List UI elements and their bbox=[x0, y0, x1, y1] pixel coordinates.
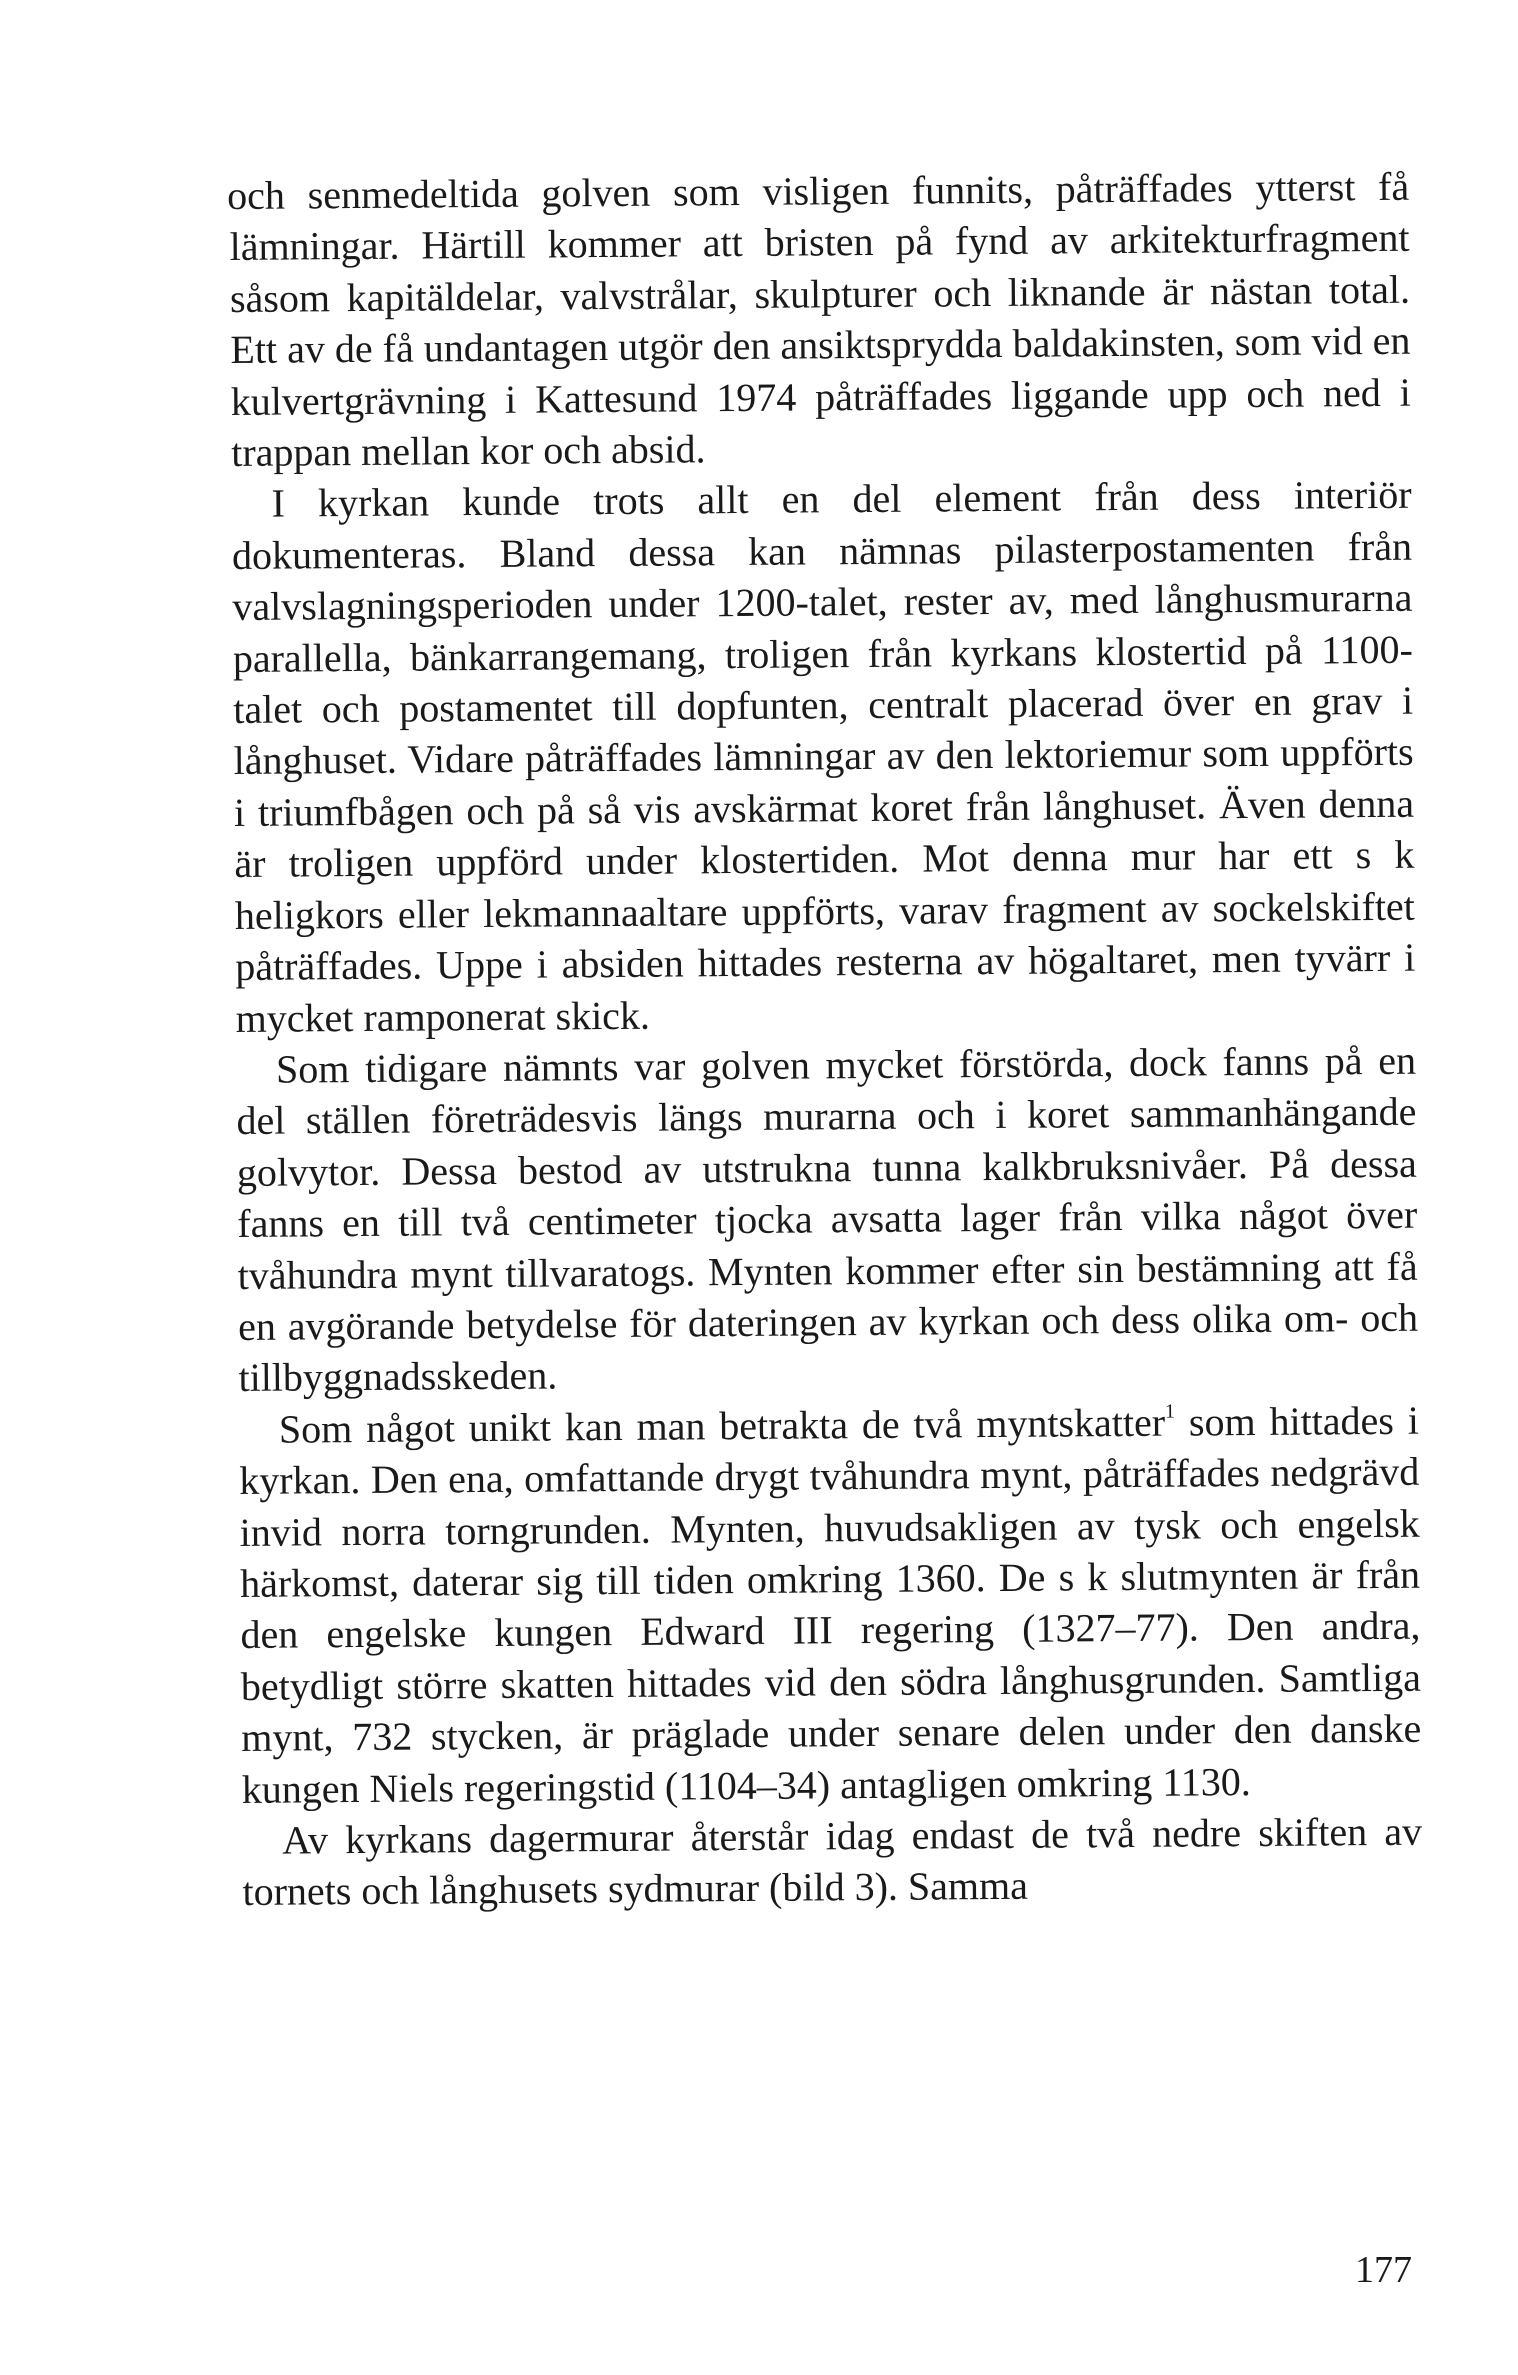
paragraph-4-text-after: som hittades i kyrkan. Den ena, omfattande drygt tvåhundra mynt, påträffades nedgrävd invid norra torngrunden. Mynten, huvudsakligen av tysk och engelsk härkomst, daterar sig till tiden omkring 1360. De s k slutmynten är från den engelske kungen Edward III regering (1327–77). Den andra, betydligt större skatten hittades vid den södra långhusgrunden. Samtliga mynt, 732 stycken, är präglade under senare delen under den danske kungen Niels regeringstid (1104–34) antagligen omkring 1130. bbox=[239, 1397, 1422, 1812]
body-text bbox=[229, 161, 1423, 1918]
page-number: 177 bbox=[1355, 2249, 1412, 2291]
footnote-marker: 1 bbox=[1164, 1400, 1176, 1423]
paragraph-4 bbox=[239, 1394, 1422, 1815]
paragraph-1: och senmedeltida golven som visligen funnits, påträffades ytterst få lämningar. Härtill kommer att bristen på fynd av arkitekturfragment såsom kapitäldelar, valvstrålar, skulpturer och liknande är nästan total. Ett av de få undantagen utgör den ansiktsprydda baldakinsten, som vid en kulvertgrävning i Kattesund 1974 påträffades liggande upp och ned i trappan mellan kor och absid. bbox=[227, 163, 1411, 476]
paragraph-3: Som tidigare nämnts var golven mycket förstörda, dock fanns på en del ställen företrädesvis längs murarna och i koret sammanhängande golvytor. Dessa bestod av utstrukna tunna kalkbruksnivåer. På dessa fanns en till två centimeter tjocka avsatta lager från vilka något över tvåhundra mynt tillvaratogs. Mynten kommer efter sin bestämning att få en avgörande betydelse för dateringen av kyrkan och dess olika om- och tillbyggnadsskeden. bbox=[236, 1037, 1419, 1401]
paragraph-2: I kyrkan kunde trots allt en del element från dess interiör dokumenteras. Bland dessa kan nämnas pilasterpostamenten från valvslagningsperioden under 1200-talet, rester av, med långhusmurarna parallella, bänkarrangemang, troligen från kyrkans klostertid på 1100-talet och postamentet till dopfunten, centralt placerad över en grav i långhuset. Vidare påträffades lämningar av den lektoriemur som uppförts i triumfbågen och på så vis avskärmat koret från långhuset. Även denna är troligen uppförd under klostertiden. Mot denna mur har ett s k heligkors eller lekmannaaltare uppförts, varav fragment av sockelskiftet påträffades. Uppe i absiden hittades resterna av högaltaret, men tyvärr i mycket ramponerat skick. bbox=[231, 472, 1416, 1041]
paragraph-5: Av kyrkans dagermurar återstår idag endast de två nedre skiften av tornets och långhusets sydmurar (bild 3). Samma bbox=[242, 1808, 1423, 1915]
paragraph-4-text-before: Som något unikt kan man betrakta de två myntskatter bbox=[278, 1399, 1166, 1452]
